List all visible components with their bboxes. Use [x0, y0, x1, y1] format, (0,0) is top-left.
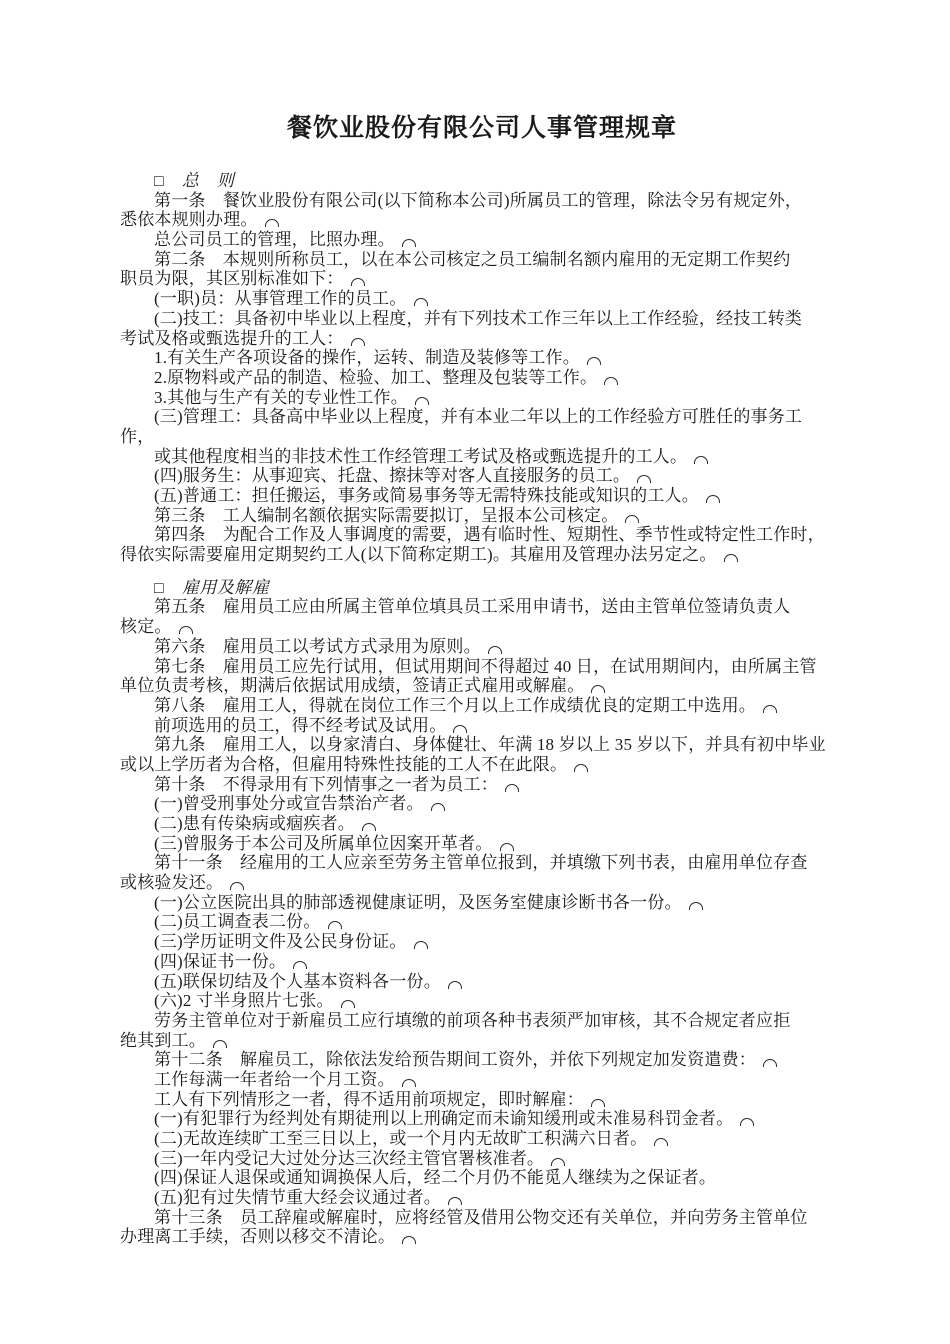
paragraph-mark-icon	[402, 239, 416, 247]
paragraph-mark-icon	[414, 298, 428, 306]
document-line	[120, 991, 844, 1011]
document-line	[120, 912, 844, 932]
paragraph-mark-icon	[431, 803, 445, 811]
document-line	[120, 1227, 844, 1247]
paragraph-mark-icon	[415, 397, 429, 405]
paragraph-mark-icon	[694, 456, 708, 464]
document-line	[120, 388, 844, 408]
document-line	[120, 506, 844, 526]
line-text: (二)患有传染病或痼疾者。	[154, 814, 355, 833]
line-text: 或其他程度相当的非技术性工作经管理工考试及格或甄选提升的工人。	[154, 446, 688, 466]
document-line	[120, 230, 844, 250]
paragraph-mark-icon	[574, 764, 588, 772]
paragraph-mark-icon	[706, 495, 720, 503]
line-text: (二)员工调查表二份。	[154, 912, 321, 932]
document-line	[120, 289, 844, 309]
paragraph-mark-icon	[587, 357, 601, 365]
document-line	[120, 755, 844, 775]
paragraph-mark-icon	[179, 626, 193, 634]
paragraph-mark-icon	[625, 515, 639, 523]
document-line	[120, 486, 844, 506]
paragraph-mark-icon	[351, 338, 365, 346]
line-text: (一)曾受刑事处分或宣告禁治产者。	[154, 794, 424, 814]
line-text: 第十条 不得录用有下列情事之一者为员工：	[154, 774, 498, 794]
line-text: 劳务主管单位对于新雇员工应行填缴的前项各种书表须严加审核，其不合规定者应拒	[154, 1010, 791, 1030]
section-heading-label: 总 则	[181, 171, 235, 190]
section-heading	[120, 578, 844, 598]
document-line	[120, 1149, 844, 1169]
line-text: 绝其到工。	[120, 1030, 206, 1050]
paragraph-mark-icon	[591, 1099, 605, 1107]
line-text: (一)公立医院出具的肺部透视健康证明，及医务室健康诊断书各一份。	[154, 892, 682, 912]
document-line	[120, 637, 844, 657]
document-line	[120, 1188, 844, 1208]
paragraph-mark-icon	[448, 1197, 462, 1205]
document-line	[120, 407, 844, 427]
paragraph-mark-icon	[402, 1236, 416, 1244]
line-text: (三)管理工：具备高中毕业以上程度，并有本业二年以上的工作经验方可胜任的事务工	[154, 407, 803, 427]
paragraph-mark-icon	[265, 219, 279, 227]
line-text: 第十一条 经雇用的工人应亲至劳务主管单位报到，并填缴下列书表，由雇用单位存查	[154, 853, 808, 873]
paragraph-mark-icon	[230, 882, 244, 890]
paragraph-mark-icon	[763, 705, 777, 713]
paragraph-mark-icon	[213, 1040, 227, 1048]
line-text: 职员为限，其区别标准如下：	[120, 269, 344, 289]
line-text: (三)学历证明文件及公民身份证。	[154, 932, 407, 952]
document-line	[120, 952, 844, 972]
paragraph-mark-icon	[724, 554, 738, 562]
paragraph-mark-icon	[453, 725, 467, 733]
line-text: 3.其他与生产有关的专业性工作。	[154, 387, 408, 407]
line-text: 第四条 为配合工作及人事调度的需要，遇有临时性、短期性、季节性或特定性工作时，	[154, 525, 825, 545]
paragraph-mark-icon	[488, 646, 502, 654]
document-line	[120, 794, 844, 814]
document-line	[120, 269, 844, 289]
paragraph-mark-icon	[763, 1059, 777, 1067]
paragraph-mark-icon	[637, 475, 651, 483]
paragraph-mark-icon	[328, 921, 342, 929]
line-text: (一职)员：从事管理工作的员工。	[154, 289, 407, 309]
paragraph-mark-icon	[689, 902, 703, 910]
line-text: (五)普通工：担任搬运，事务或简易事务等无需特殊技能或知识的工人。	[154, 486, 699, 505]
line-text: 单位负责考核，期满后依据试用成绩，签请正式雇用或解雇。	[120, 676, 585, 696]
document-line	[120, 1050, 844, 1070]
document-line	[120, 447, 844, 467]
line-text: 第十三条 员工辞雇或解雇时，应将经管及借用公物交还有关单位，并向劳务主管单位	[154, 1207, 808, 1227]
document-line	[120, 466, 844, 486]
paragraph-mark-icon	[505, 784, 519, 792]
paragraph-mark-icon	[604, 377, 618, 385]
document-line	[120, 716, 844, 736]
document-line	[120, 1109, 844, 1129]
line-text: (一)有犯罪行为经判处有期徒刑以上刑确定而未谕知缓刑或未准易科罚金者。	[154, 1109, 734, 1129]
paragraph-mark-icon	[341, 1000, 355, 1008]
line-text: 第五条 雇用员工应由所属主管单位填具员工采用申请书，送由主管单位签请负责人	[154, 597, 791, 617]
document-line	[120, 545, 844, 565]
line-text: 悉依本规则办理。	[120, 210, 258, 230]
blank-line	[120, 565, 844, 578]
line-text: (二)无故连续旷工至三日以上，或一个月内无故旷工积满六日者。	[154, 1129, 648, 1148]
line-text: 第二条 本规则所称员工，以在本公司核定之员工编制名额内雇用的无定期工作契约	[154, 249, 791, 269]
paragraph-mark-icon	[591, 685, 605, 693]
document-line	[120, 972, 844, 992]
section-marker-icon: □	[154, 173, 164, 190]
line-text: 工人有下列情形之一者，得不适用前项规定，即时解雇：	[154, 1089, 584, 1109]
document-line	[120, 676, 844, 696]
document-line	[120, 368, 844, 388]
line-text: 前项选用的员工，得不经考试及试用。	[154, 715, 447, 735]
line-text: (三)曾服务于本公司及所属单位因案开革者。	[154, 833, 493, 853]
line-text: 第七条 雇用员工应先行试用，但试用期间不得超过 40 日，在试用期间内，由所属主管	[154, 656, 817, 676]
document-line	[120, 309, 844, 329]
document-line	[120, 617, 844, 637]
paragraph-mark-icon	[654, 1138, 668, 1146]
paragraph-mark-icon	[351, 278, 365, 286]
document-line	[120, 853, 844, 873]
paragraph-mark-icon	[362, 823, 376, 831]
line-text: 总公司员工的管理，比照办理。	[154, 230, 395, 250]
document-line	[120, 657, 844, 677]
document-line	[120, 1129, 844, 1149]
document-line	[120, 525, 844, 545]
paragraph-mark-icon	[414, 941, 428, 949]
line-text: (四)保证书一份。	[154, 951, 287, 971]
document-body	[120, 171, 844, 1247]
document-line	[120, 191, 844, 211]
paragraph-mark-icon	[740, 1118, 754, 1126]
line-text: (二)技工：具备初中毕业以上程度，并有下列技术工作三年以上工作经验，经技工转类	[154, 308, 803, 328]
document-line	[120, 348, 844, 368]
document-line	[120, 210, 844, 230]
line-text: 或以上学历者为合格，但雇用特殊性技能的工人不在此限。	[120, 754, 568, 774]
line-text: 得依实际需要雇用定期契约工人(以下简称定期工)。其雇用及管理办法另定之。	[120, 545, 717, 565]
paragraph-mark-icon	[500, 843, 514, 851]
document-line	[120, 597, 844, 617]
document-line	[120, 1031, 844, 1051]
paragraph-mark-icon	[448, 981, 462, 989]
line-text: 第三条 工人编制名额依据实际需要拟订，呈报本公司核定。	[154, 505, 619, 525]
paragraph-mark-icon	[551, 1158, 565, 1166]
document-line	[120, 1208, 844, 1228]
document-line	[120, 329, 844, 349]
line-text: 第六条 雇用员工以考试方式录用为原则。	[154, 636, 481, 656]
line-text: 工作每满一年者给一个月工资。	[154, 1069, 395, 1089]
section-marker-icon: □	[154, 579, 164, 597]
section-heading	[120, 171, 844, 191]
line-text: 第九条 雇用工人，以身家清白、身体健壮、年满 18 岁以上 35 岁以下，并具有初中毕业	[154, 735, 826, 755]
paragraph-mark-icon	[402, 1079, 416, 1087]
line-text: (三)一年内受记大过处分达三次经主管官署核准者。	[154, 1148, 545, 1168]
document-line	[120, 696, 844, 716]
line-text: 考试及格或甄选提升的工人：	[120, 328, 344, 348]
document-line	[120, 250, 844, 270]
line-text: (六)2 寸半身照片七张。	[154, 991, 334, 1011]
line-text: (五)联保切结及个人基本资料各一份。	[154, 971, 441, 991]
document-line	[120, 814, 844, 834]
line-text: 2.原物料或产品的制造、检验、加工、整理及包装等工作。	[154, 367, 598, 387]
document-line	[120, 873, 844, 893]
line-text: 或核验发还。	[120, 873, 224, 893]
line-text: 办理离工手续，否则以移交不清论。	[120, 1227, 396, 1247]
document-line	[120, 1011, 844, 1031]
document-line	[120, 1070, 844, 1090]
document-line	[120, 735, 844, 755]
document-line	[120, 1168, 844, 1188]
document-line	[120, 427, 844, 447]
paragraph-mark-icon	[293, 961, 307, 969]
line-text: 第八条 雇用工人，得就在岗位工作三个月以上工作成绩优良的定期工中选用。	[154, 695, 756, 715]
line-text: 作，	[120, 426, 155, 446]
line-text: 1.有关生产各项设备的操作，运转、制造及装修等工作。	[154, 348, 580, 368]
line-text: (四)保证人退保或通知调换保人后，经二个月仍不能觅人继续为之保证者。	[154, 1168, 717, 1188]
section-heading-label: 雇用及解雇	[181, 577, 270, 597]
document-line	[120, 893, 844, 913]
document-line	[120, 932, 844, 952]
document-line	[120, 775, 844, 795]
line-text: 核定。	[120, 617, 172, 637]
document-line	[120, 1090, 844, 1110]
document-line	[120, 834, 844, 854]
line-text: (五)犯有过失情节重大经会议通过者。	[154, 1188, 441, 1208]
document-title: 餐饮业股份有限公司人事管理规章	[286, 113, 677, 142]
line-text: (四)服务生：从事迎宾、托盘、擦抹等对客人直接服务的员工。	[154, 466, 631, 486]
line-text: 第一条 餐饮业股份有限公司(以下简称本公司)所属员工的管理，除法令另有规定外，	[154, 190, 803, 210]
line-text: 第十二条 解雇员工，除依法发给预告期间工资外，并依下列规定加发资遣费：	[154, 1050, 756, 1070]
